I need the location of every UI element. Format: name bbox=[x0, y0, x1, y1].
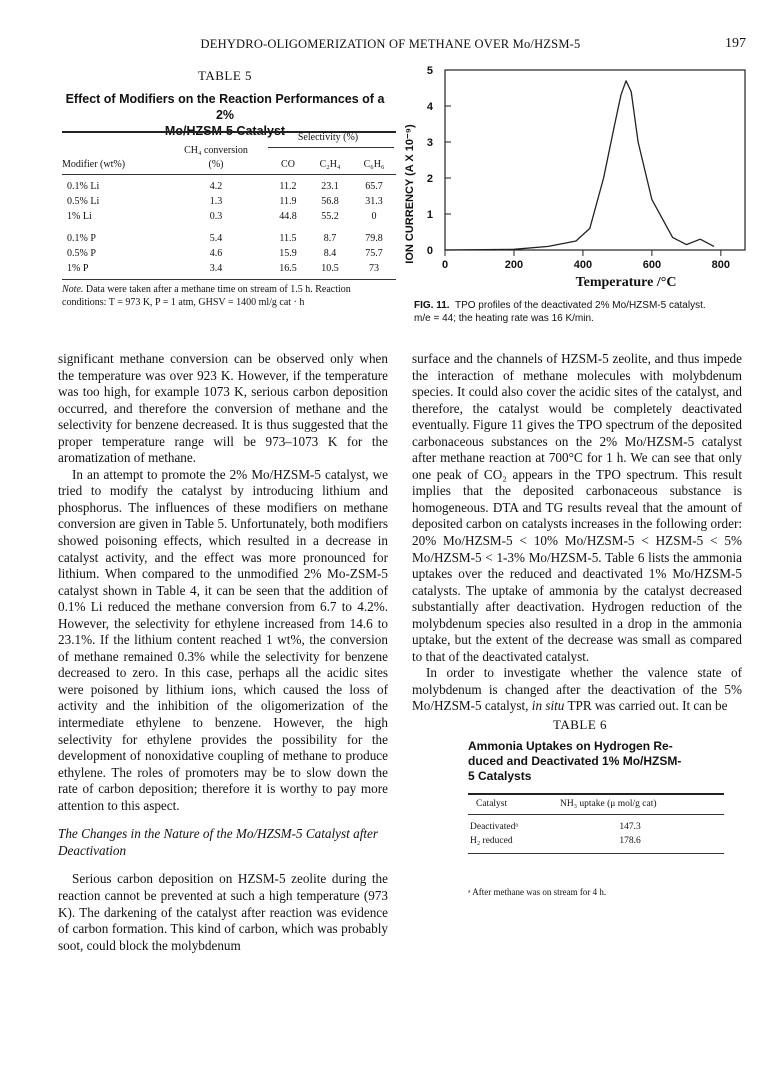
cell-c2h4: 23.1 bbox=[321, 181, 339, 192]
table6-header-rule bbox=[468, 814, 724, 815]
paragraph: Serious carbon deposition on HZSM-5 zeolite during the reaction cannot be prevented at such a high temperature (973 K). The darkening of the catalyst after reaction was evidence of carbon formation. This kind of carbon, which was probably soot, could block the molybdenum bbox=[58, 871, 388, 953]
cell-c2h4: 8.4 bbox=[323, 248, 337, 259]
section-subhead: The Changes in the Nature of the Mo/HZSM-5 Catalyst after Deactivation bbox=[58, 826, 379, 858]
cell-co: 11.5 bbox=[279, 233, 297, 244]
table5-header-c2h4: C₂H₄ bbox=[319, 159, 341, 170]
table5-title-line1: Effect of Modifiers on the Reaction Performances of a 2% bbox=[65, 92, 385, 122]
cell-co: 11.2 bbox=[279, 181, 297, 192]
cell-conv: 0.3 bbox=[209, 211, 223, 222]
y-tick-label: 3 bbox=[426, 137, 433, 149]
cell-modifier: 1% Li bbox=[67, 211, 92, 222]
cell-catalyst: H₂ reduced bbox=[470, 836, 513, 846]
y-axis-label: ION CURRENCY (A X 10⁻⁹) bbox=[404, 124, 416, 264]
table6-title-line1: Ammonia Uptakes on Hydrogen Re- bbox=[468, 739, 673, 753]
cell-conv: 4.6 bbox=[209, 248, 223, 259]
table5-header-ch4: CH₄ conversion bbox=[184, 145, 248, 156]
y-tick-label: 4 bbox=[426, 101, 433, 113]
tpo-chart bbox=[393, 58, 753, 294]
cell-conv: 5.4 bbox=[209, 233, 223, 244]
figure-caption-line1: TPO profiles of the deactivated 2% Mo/HZSM-5 catalyst. bbox=[454, 300, 706, 311]
x-tick-label: 0 bbox=[441, 259, 449, 271]
cell-c6h6: 75.7 bbox=[365, 248, 383, 259]
cell-uptake: 147.3 bbox=[619, 822, 641, 832]
running-title: DEHYDRO-OLIGOMERIZATION OF METHANE OVER Mo/HZSM-5 bbox=[200, 37, 581, 51]
table5-label: TABLE 5 bbox=[197, 68, 253, 83]
table5-note-line2: conditions: T = 973 K, P = 1 atm, GHSV = 1400 ml/g cat · h bbox=[62, 297, 305, 308]
table6-title-line2: duced and Deactivated 1% Mo/HZSM- bbox=[468, 754, 682, 768]
y-tick-label: 2 bbox=[426, 173, 433, 185]
plot-frame bbox=[445, 70, 745, 250]
right-column bbox=[412, 351, 742, 715]
cell-c2h4: 8.7 bbox=[323, 233, 337, 244]
table5-bottom-rule bbox=[62, 279, 396, 280]
table5-header-co: CO bbox=[281, 159, 295, 170]
paragraph bbox=[412, 665, 742, 715]
paragraph: In an attempt to promote the 2% Mo/HZSM-5 catalyst, we tried to modify the catalyst by introducing lithium and phosphorus. The influences of these modifiers on methane conversion are given in Table 5. Unfortunately, both modifiers showed poisoning effects, which resulted in a decrease in catalyst activity, and the effect was more pronounced for lithium. When compared to the unmodified 2% Mo-ZSM-5 catalyst shown in Table 4, it can be seen that the addition of 0.1% Li reduced the methane conversion from 6.7 to 4.2%. However, the selectivity for ethylene increased from 14.6 to 23.1%. If the lithium content reached 1 wt%, the conversion of methane remained 0.3% while the selectivity for benzene decreased to zero. In this case, perhaps all the acidic sites were poisoned by lithium ions, which caused the loss of activity and the inhibition of the oligomerization of the intermediate ethylene to benzene. However, the high selectivity for ethylene provides the possibility for the development of nonoxidative coupling of methane to produce ethylene. The roles of promoters may be to slow down the rate of carbon deposition; therefore it is worthy to pay more attention to this aspect. bbox=[58, 466, 388, 813]
table5-selectivity-rule bbox=[268, 147, 394, 148]
cell-uptake: 178.6 bbox=[619, 836, 641, 846]
table6-title bbox=[468, 739, 708, 784]
cell-modifier: 1% P bbox=[67, 263, 89, 274]
cell-co: 16.5 bbox=[279, 263, 297, 274]
paragraph-part: In order to investigate whether the valence state of molybdenum is changed after the deactivation of the 5% Mo/HZSM-5 catalyst, bbox=[412, 665, 742, 714]
table6-footnote: ᵃ After methane was on stream for 4 h. bbox=[468, 887, 607, 897]
cell-modifier: 0.5% P bbox=[67, 248, 96, 259]
paragraph: surface and the channels of HZSM-5 zeolite, and thus impede the interaction of methane molecules with molybdenum species. It could also cover the acidic sites of the catalyst, and therefore, the catalyst would be completely deactivated eventually. Figure 11 gives the TPO spectrum of the deposited carbonaceous substances on the 2% Mo/HZSM-5 catalyst after methane reaction at 700°C for 1 h. We can see that only one peak of CO₂ appears in the TPO spectrum. This result implies that the deposited carbonaceous substance is homogeneous. DTA and TG results reveal that the amount of deposited carbon on catalysts increases in the following order: 20% Mo/HZSM-5 < 10% Mo/HZSM-5 < HZSM-5 < 5% Mo/HZSM-5 < 1-3% Mo/HZSM-5. Table 6 lists the ammonia uptakes over the reduced and deactivated 1% Mo/HZSM-5 catalysts. The uptake of ammonia by the catalyst decreased substantially after deactivation. Hydrogen reduction of the molybdenum species also resulted in a drop in the ammonia uptake, but the extent of the decrease was small as compared to that of the deactivated catalyst. bbox=[412, 351, 742, 664]
chart-ticks bbox=[427, 65, 730, 271]
x-tick-label: 600 bbox=[642, 259, 662, 271]
x-tick-label: 800 bbox=[711, 259, 731, 271]
cell-conv: 4.2 bbox=[209, 181, 223, 192]
cell-c6h6: 65.7 bbox=[365, 181, 383, 192]
table5-note-line1: Data were taken after a methane time on stream of 1.5 h. Reaction bbox=[85, 284, 351, 295]
y-tick-label: 0 bbox=[426, 245, 433, 257]
table5-note bbox=[62, 283, 402, 309]
table5-header-modifier: Modifier (wt%) bbox=[62, 159, 126, 170]
cell-c6h6: 31.3 bbox=[365, 196, 383, 207]
tpo-curve bbox=[445, 81, 714, 250]
table6-label: TABLE 6 bbox=[552, 717, 608, 732]
table5-title-line2: Mo/HZSM-5 Catalyst bbox=[164, 124, 286, 138]
table6-title-line3: 5 Catalysts bbox=[468, 769, 532, 783]
chart-axes bbox=[445, 70, 745, 250]
table6-top-rule bbox=[468, 793, 724, 795]
x-tick-label: 400 bbox=[573, 259, 593, 271]
figure-caption-label: FIG. 11. bbox=[414, 300, 450, 311]
table6-header-catalyst: Catalyst bbox=[476, 799, 508, 809]
cell-modifier: 0.1% P bbox=[67, 233, 96, 244]
table6-bottom-rule bbox=[468, 853, 724, 854]
cell-c2h4: 10.5 bbox=[321, 263, 339, 274]
cell-c2h4: 55.2 bbox=[321, 211, 339, 222]
chart-series bbox=[445, 81, 714, 250]
table5-note-label: Note. bbox=[62, 284, 84, 295]
paragraph: significant methane conversion can be observed only when the temperature was over 923 K. However, if the temperature was too high, for example 1073 K, serious carbon deposition occurred, and therefore the conversion of methane and the selectivity for benzene decreased. It is thus suggested that the proper temperature range will be 973–1073 K for the aromatization of methane. bbox=[58, 351, 388, 466]
table5-header-rule bbox=[62, 174, 396, 175]
table6-header-uptake: NH₃ uptake (μ mol/g cat) bbox=[560, 799, 657, 809]
cell-c6h6: 0 bbox=[371, 211, 377, 222]
left-column bbox=[58, 351, 388, 954]
cell-co: 15.9 bbox=[279, 248, 297, 259]
table5-header-c6h6: C₆H₆ bbox=[363, 159, 385, 170]
cell-c2h4: 56.8 bbox=[321, 196, 339, 207]
x-axis-label: Temperature /°C bbox=[575, 275, 677, 290]
table5-header-ch4-unit: (%) bbox=[208, 159, 224, 170]
figure-caption bbox=[414, 299, 744, 325]
page-number: 197 bbox=[725, 36, 746, 51]
paragraph-italic: in situ bbox=[531, 698, 565, 714]
cell-co: 11.9 bbox=[279, 196, 297, 207]
cell-conv: 3.4 bbox=[209, 263, 223, 274]
cell-modifier: 0.1% Li bbox=[67, 181, 100, 192]
cell-c6h6: 79.8 bbox=[365, 233, 383, 244]
x-tick-label: 200 bbox=[504, 259, 524, 271]
cell-conv: 1.3 bbox=[209, 196, 223, 207]
y-tick-label: 1 bbox=[426, 209, 433, 221]
paragraph-part: TPR was carried out. It can be bbox=[564, 698, 728, 714]
figure-caption-line2: m/e = 44; the heating rate was 16 K/min. bbox=[414, 313, 594, 324]
cell-modifier: 0.5% Li bbox=[67, 196, 100, 207]
cell-c6h6: 73 bbox=[369, 263, 379, 274]
cell-co: 44.8 bbox=[279, 211, 297, 222]
table5-header-selectivity: Selectivity (%) bbox=[297, 132, 359, 143]
cell-catalyst: Deactivatedᵃ bbox=[470, 822, 518, 832]
y-tick-label: 5 bbox=[426, 65, 433, 77]
